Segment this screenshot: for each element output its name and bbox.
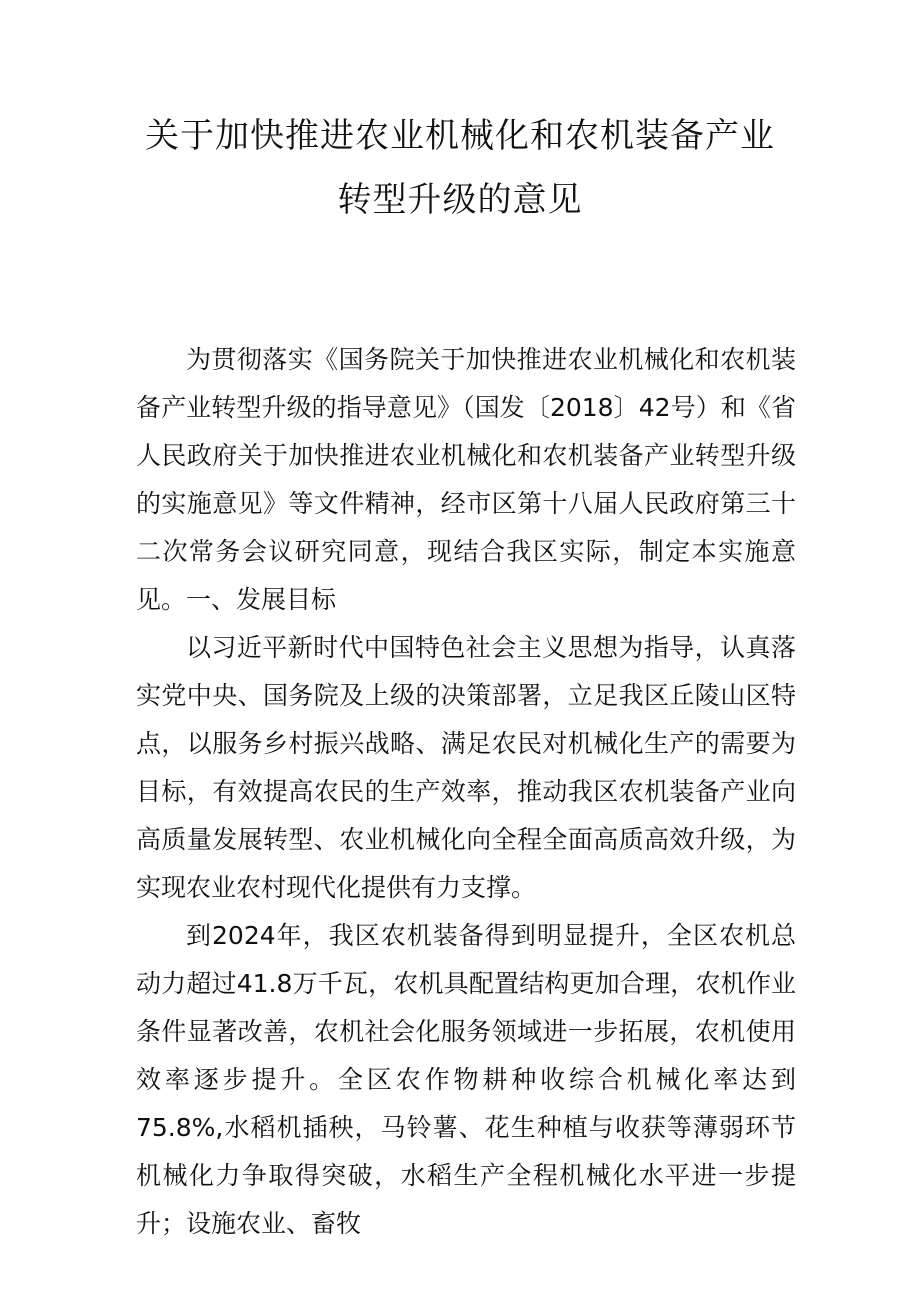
- section-heading-development-goals: 一、发展目标: [186, 585, 337, 614]
- intro-paragraph: 为贯彻落实《国务院关于加快推进农业机械化和农机装备产业转型升级的指导意见》（国发〔2018〕42号）和《省人民政府关于加快推进农业机械化和农机装备产业转型升级的实施意见》等文件精神，经市区第十八届人民政府第三十二次常务会议研究同意，现结合我区实际，制定本实施意见。: [136, 345, 796, 614]
- targets-2024-paragraph: 到2024年，我区农机装备得到明显提升，全区农机总动力超过41.8万千瓦，农机具配置结构更加合理，农机作业条件显著改善，农机社会化服务领域进一步拓展，农机使用效率逐步提升。全区农作物耕种收综合机械化率达到75.8%,水稻机插秧，马铃薯、花生种植与收获等薄弱环节机械化力争取得突破，水稻生产全程机械化水平进一步提升；设施农业、畜牧: [136, 921, 796, 1238]
- document-title-line-2: 转型升级的意见: [337, 180, 583, 220]
- guiding-principle-paragraph: 以习近平新时代中国特色社会主义思想为指导，认真落实党中央、国务院及上级的决策部署，立足我区丘陵山区特点，以服务乡村振兴战略、满足农民对机械化生产的需要为目标，有效提高农民的生产效率，推动我区农机装备产业向高质量发展转型、农业机械化向全程全面高质高效升级，为实现农业农村现代化提供有力支撑。: [136, 633, 796, 902]
- document-title-line-1: 关于加快推进农业机械化和农机装备产业: [145, 116, 775, 156]
